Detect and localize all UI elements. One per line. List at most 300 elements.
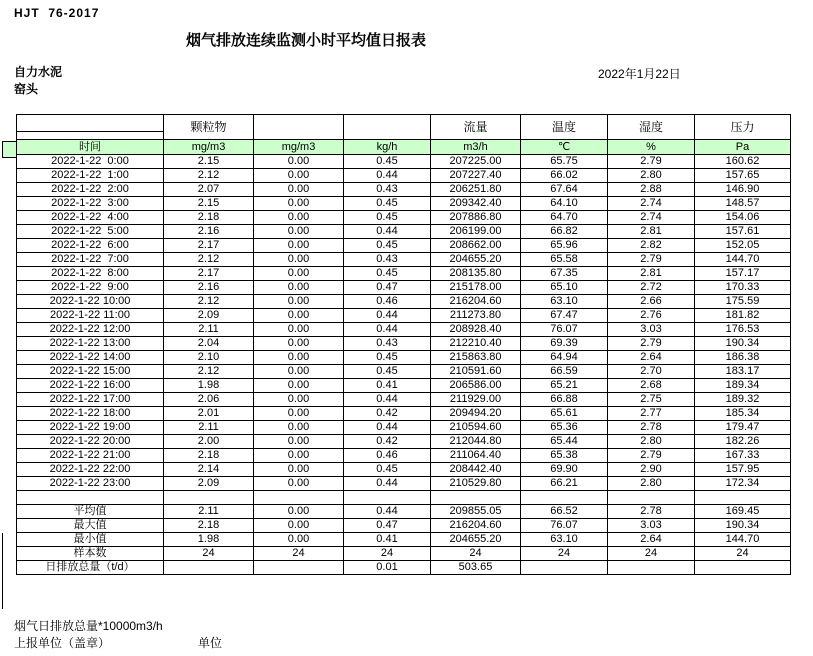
table-cell: [344, 491, 431, 505]
table-cell: 0.43: [344, 253, 431, 267]
table-cell: 0.00: [254, 295, 344, 309]
table-cell: 189.32: [695, 393, 791, 407]
table-cell: 0.44: [344, 323, 431, 337]
table-cell: 24: [608, 547, 695, 561]
table-cell: 0.00: [254, 519, 344, 533]
table-cell: 148.57: [695, 197, 791, 211]
table-cell: 2.11: [164, 505, 254, 519]
table-cell: 2022-1-22 4:00: [17, 211, 164, 225]
table-cell: 65.10: [521, 281, 608, 295]
table-cell: 0.00: [254, 365, 344, 379]
table-cell: 0.45: [344, 197, 431, 211]
table-cell: 0.44: [344, 421, 431, 435]
table-cell: 208928.40: [431, 323, 521, 337]
table-cell: [695, 561, 791, 575]
table-cell: 2022-1-22 15:00: [17, 365, 164, 379]
table-row: [17, 155, 791, 169]
table-cell: 65.38: [521, 449, 608, 463]
report-date: 2022年1月22日: [598, 67, 681, 81]
table-wrap: [16, 114, 791, 575]
table-cell: 2022-1-22 14:00: [17, 351, 164, 365]
table-cell: 157.17: [695, 267, 791, 281]
table-cell: 211929.00: [431, 393, 521, 407]
report-table: [16, 114, 791, 575]
table-cell: 503.65: [431, 561, 521, 575]
table-cell: 2.74: [608, 211, 695, 225]
table-cell: [431, 491, 521, 505]
table-cell: 210591.60: [431, 365, 521, 379]
table-cell: 2.14: [164, 463, 254, 477]
table-cell: 2022-1-22 1:00: [17, 169, 164, 183]
table-cell: 209855.05: [431, 505, 521, 519]
table-cell: 0.43: [344, 183, 431, 197]
table-row: [17, 477, 791, 491]
table-cell: 0.44: [344, 393, 431, 407]
table-cell: 2.09: [164, 477, 254, 491]
unit-header-cell: m3/h: [431, 140, 521, 155]
table-cell: 2.11: [164, 421, 254, 435]
table-cell: 206199.00: [431, 225, 521, 239]
table-cell: 0.42: [344, 435, 431, 449]
table-cell: 152.05: [695, 239, 791, 253]
table-cell: 211064.40: [431, 449, 521, 463]
table-cell: 0.00: [254, 505, 344, 519]
table-cell: 154.06: [695, 211, 791, 225]
table-cell: 0.44: [344, 505, 431, 519]
table-cell: 0.00: [254, 253, 344, 267]
table-cell: 189.34: [695, 379, 791, 393]
table-cell: 67.47: [521, 309, 608, 323]
table-cell: 2.80: [608, 169, 695, 183]
table-cell: 2.90: [608, 463, 695, 477]
table-cell: 2.07: [164, 183, 254, 197]
table-cell: 172.34: [695, 477, 791, 491]
flow-total-note: 烟气日排放总量*10000m3/h: [14, 619, 163, 633]
summary-row: [17, 519, 791, 533]
table-cell: 215178.00: [431, 281, 521, 295]
table-cell: 2.72: [608, 281, 695, 295]
summary-label-cell: 平均值: [17, 505, 164, 519]
unit-label: 单位: [198, 636, 223, 650]
table-cell: 2.06: [164, 393, 254, 407]
unit-row: [17, 140, 791, 155]
table-cell: 0.00: [254, 309, 344, 323]
table-cell: 0.46: [344, 449, 431, 463]
table-row: [17, 379, 791, 393]
column-group-header: 温度: [521, 115, 608, 140]
reporting-unit-label: 上报单位（盖章）: [14, 636, 111, 650]
table-cell: 2.17: [164, 239, 254, 253]
table-cell: 2.12: [164, 365, 254, 379]
table-cell: 2.04: [164, 337, 254, 351]
table-cell: 65.21: [521, 379, 608, 393]
table-cell: 0.41: [344, 533, 431, 547]
table-cell: 2.80: [608, 477, 695, 491]
table-cell: 2.12: [164, 169, 254, 183]
table-cell: 0.45: [344, 239, 431, 253]
table-cell: 169.45: [695, 505, 791, 519]
table-cell: 0.47: [344, 519, 431, 533]
table-cell: 209494.20: [431, 407, 521, 421]
table-cell: 2.74: [608, 197, 695, 211]
table-cell: 190.34: [695, 519, 791, 533]
table-cell: 0.44: [344, 309, 431, 323]
table-cell: 24: [521, 547, 608, 561]
table-cell: 66.02: [521, 169, 608, 183]
table-cell: 208662.00: [431, 239, 521, 253]
table-cell: 175.59: [695, 295, 791, 309]
table-cell: 0.00: [254, 463, 344, 477]
table-cell: 216204.60: [431, 295, 521, 309]
table-cell: 2022-1-22 8:00: [17, 267, 164, 281]
table-row: [17, 393, 791, 407]
column-group-header: [254, 115, 344, 140]
table-cell: 157.65: [695, 169, 791, 183]
doc-code: HJT 76-2017: [14, 6, 100, 20]
summary-label-cell: 样本数: [17, 547, 164, 561]
unit-header-cell: mg/m3: [164, 140, 254, 155]
table-cell: 65.61: [521, 407, 608, 421]
time-header-split-bottom: [17, 132, 164, 140]
table-row: [17, 169, 791, 183]
page-title: 烟气排放连续监测小时平均值日报表: [185, 32, 426, 49]
table-cell: 0.00: [254, 477, 344, 491]
table-cell: 0.00: [254, 533, 344, 547]
table-cell: 2.77: [608, 407, 695, 421]
table-row: [17, 211, 791, 225]
summary-left-border-line: [2, 533, 3, 609]
table-cell: 0.00: [254, 407, 344, 421]
table-cell: 64.94: [521, 351, 608, 365]
table-cell: 2022-1-22 10:00: [17, 295, 164, 309]
table-cell: 2022-1-22 2:00: [17, 183, 164, 197]
table-cell: 2.82: [608, 239, 695, 253]
unit-header-cell: ℃: [521, 140, 608, 155]
table-cell: 2022-1-22 23:00: [17, 477, 164, 491]
table-cell: 0.00: [254, 281, 344, 295]
table-cell: 0.45: [344, 351, 431, 365]
table-cell: 170.33: [695, 281, 791, 295]
table-cell: 67.35: [521, 267, 608, 281]
table-cell: 2022-1-22 9:00: [17, 281, 164, 295]
table-cell: 0.44: [344, 477, 431, 491]
column-group-header: 流量: [431, 115, 521, 140]
table-cell: 69.90: [521, 463, 608, 477]
table-cell: 2.10: [164, 351, 254, 365]
table-cell: [17, 491, 164, 505]
table-cell: 2.17: [164, 267, 254, 281]
table-cell: 167.33: [695, 449, 791, 463]
table-cell: 2022-1-22 11:00: [17, 309, 164, 323]
table-cell: 0.00: [254, 211, 344, 225]
table-row: [17, 435, 791, 449]
table-cell: 63.10: [521, 295, 608, 309]
table-cell: 207886.80: [431, 211, 521, 225]
table-cell: 2.15: [164, 197, 254, 211]
table-cell: 2.88: [608, 183, 695, 197]
table-cell: 24: [254, 547, 344, 561]
table-cell: [254, 561, 344, 575]
table-cell: 157.61: [695, 225, 791, 239]
table-cell: 24: [164, 547, 254, 561]
table-cell: 1.98: [164, 533, 254, 547]
table-cell: 24: [695, 547, 791, 561]
summary-row: [17, 533, 791, 547]
table-cell: 2.64: [608, 533, 695, 547]
table-cell: 2.64: [608, 351, 695, 365]
table-cell: 206586.00: [431, 379, 521, 393]
summary-row: [17, 547, 791, 561]
monitoring-point-name: 窑头: [14, 82, 39, 96]
spacer-row: [17, 491, 791, 505]
table-cell: 66.88: [521, 393, 608, 407]
title-wrap: [0, 29, 612, 50]
table-cell: 0.00: [254, 183, 344, 197]
table-cell: 2.68: [608, 379, 695, 393]
table-cell: 209342.40: [431, 197, 521, 211]
table-cell: 2.79: [608, 449, 695, 463]
table-cell: 182.26: [695, 435, 791, 449]
table-row: [17, 323, 791, 337]
header-row-top: [17, 115, 791, 132]
table-cell: 179.47: [695, 421, 791, 435]
table-cell: 0.00: [254, 155, 344, 169]
table-cell: 65.44: [521, 435, 608, 449]
table-row: [17, 225, 791, 239]
table-cell: 2022-1-22 19:00: [17, 421, 164, 435]
table-cell: 0.44: [344, 169, 431, 183]
table-cell: [521, 561, 608, 575]
table-row: [17, 463, 791, 477]
table-cell: 2.18: [164, 211, 254, 225]
table-cell: 2.16: [164, 281, 254, 295]
table-cell: [254, 491, 344, 505]
table-cell: 2.18: [164, 519, 254, 533]
table-row: [17, 309, 791, 323]
table-cell: 76.07: [521, 323, 608, 337]
table-cell: 190.34: [695, 337, 791, 351]
table-row: [17, 421, 791, 435]
table-cell: 2.15: [164, 155, 254, 169]
table-cell: 1.98: [164, 379, 254, 393]
table-cell: 0.00: [254, 169, 344, 183]
table-cell: 2.01: [164, 407, 254, 421]
table-cell: 0.45: [344, 365, 431, 379]
table-cell: 2022-1-22 5:00: [17, 225, 164, 239]
table-cell: 0.00: [254, 323, 344, 337]
table-cell: 2.80: [608, 435, 695, 449]
table-cell: 183.17: [695, 365, 791, 379]
table-cell: 0.47: [344, 281, 431, 295]
time-row-left-extension: [2, 141, 16, 158]
table-cell: 66.82: [521, 225, 608, 239]
table-cell: 24: [431, 547, 521, 561]
table-cell: 212044.80: [431, 435, 521, 449]
table-cell: 0.00: [254, 421, 344, 435]
table-cell: [695, 491, 791, 505]
table-cell: 2.16: [164, 225, 254, 239]
unit-header-cell: kg/h: [344, 140, 431, 155]
table-cell: 207225.00: [431, 155, 521, 169]
table-cell: 211273.80: [431, 309, 521, 323]
table-cell: 0.00: [254, 337, 344, 351]
table-cell: 0.46: [344, 295, 431, 309]
table-cell: 63.10: [521, 533, 608, 547]
table-cell: 144.70: [695, 533, 791, 547]
table-cell: [164, 561, 254, 575]
summary-row: [17, 561, 791, 575]
table-row: [17, 239, 791, 253]
table-cell: 67.64: [521, 183, 608, 197]
table-cell: 2022-1-22 12:00: [17, 323, 164, 337]
table-cell: 0.45: [344, 211, 431, 225]
table-row: [17, 197, 791, 211]
table-cell: 3.03: [608, 323, 695, 337]
table-cell: [521, 491, 608, 505]
table-cell: 208442.40: [431, 463, 521, 477]
table-row: [17, 351, 791, 365]
table-cell: 2.66: [608, 295, 695, 309]
table-cell: 2.00: [164, 435, 254, 449]
table-cell: 65.75: [521, 155, 608, 169]
table-cell: 2022-1-22 6:00: [17, 239, 164, 253]
table-cell: 2022-1-22 18:00: [17, 407, 164, 421]
table-cell: [608, 491, 695, 505]
table-cell: 2.11: [164, 323, 254, 337]
table-cell: 0.00: [254, 225, 344, 239]
table-cell: 3.03: [608, 519, 695, 533]
table-cell: 0.43: [344, 337, 431, 351]
table-cell: 2.18: [164, 449, 254, 463]
table-cell: 0.45: [344, 463, 431, 477]
table-cell: 66.59: [521, 365, 608, 379]
summary-label-cell: 最小值: [17, 533, 164, 547]
table-cell: 0.00: [254, 435, 344, 449]
table-cell: 215863.80: [431, 351, 521, 365]
table-cell: 207227.40: [431, 169, 521, 183]
table-cell: 2.70: [608, 365, 695, 379]
table-cell: 204655.20: [431, 533, 521, 547]
table-cell: 0.00: [254, 379, 344, 393]
table-cell: 0.00: [254, 267, 344, 281]
table-cell: 65.58: [521, 253, 608, 267]
table-cell: 2022-1-22 21:00: [17, 449, 164, 463]
table-row: [17, 253, 791, 267]
table-cell: 0.00: [254, 197, 344, 211]
table-cell: 66.21: [521, 477, 608, 491]
column-group-header: 压力: [695, 115, 791, 140]
table-cell: 0.42: [344, 407, 431, 421]
table-cell: 65.96: [521, 239, 608, 253]
table-cell: 212210.40: [431, 337, 521, 351]
column-group-header: 颗粒物: [164, 115, 254, 140]
table-cell: 210529.80: [431, 477, 521, 491]
table-cell: 2022-1-22 3:00: [17, 197, 164, 211]
summary-label-cell: 最大值: [17, 519, 164, 533]
table-row: [17, 449, 791, 463]
table-cell: 2.81: [608, 267, 695, 281]
table-cell: 69.39: [521, 337, 608, 351]
table-cell: 0.00: [254, 351, 344, 365]
table-cell: 0.00: [254, 449, 344, 463]
company-name: 自力水泥: [14, 65, 63, 79]
table-cell: 181.82: [695, 309, 791, 323]
table-cell: 0.00: [254, 393, 344, 407]
table-row: [17, 365, 791, 379]
unit-header-cell: 时间: [17, 140, 164, 155]
table-cell: 0.45: [344, 267, 431, 281]
table-cell: 2.78: [608, 421, 695, 435]
table-cell: 2.81: [608, 225, 695, 239]
table-cell: 0.45: [344, 155, 431, 169]
summary-label-cell: 日排放总量（t/d）: [17, 561, 164, 575]
table-cell: 216204.60: [431, 519, 521, 533]
table-cell: 2.76: [608, 309, 695, 323]
table-cell: 206251.80: [431, 183, 521, 197]
table-cell: 66.52: [521, 505, 608, 519]
column-group-header: [344, 115, 431, 140]
table-cell: 2.75: [608, 393, 695, 407]
table-cell: 2.78: [608, 505, 695, 519]
table-cell: 160.62: [695, 155, 791, 169]
table-cell: 210594.60: [431, 421, 521, 435]
time-header-split-top: [17, 115, 164, 132]
table-cell: 76.07: [521, 519, 608, 533]
table-cell: 204655.20: [431, 253, 521, 267]
table-cell: [608, 561, 695, 575]
table-cell: 146.90: [695, 183, 791, 197]
table-cell: 2022-1-22 16:00: [17, 379, 164, 393]
table-cell: 2.79: [608, 337, 695, 351]
table-row: [17, 281, 791, 295]
table-cell: 2.12: [164, 295, 254, 309]
table-cell: 2.79: [608, 253, 695, 267]
table-cell: 0.44: [344, 225, 431, 239]
table-row: [17, 407, 791, 421]
table-cell: 0.01: [344, 561, 431, 575]
unit-header-cell: %: [608, 140, 695, 155]
table-cell: 2022-1-22 22:00: [17, 463, 164, 477]
table-row: [17, 183, 791, 197]
table-cell: 2022-1-22 20:00: [17, 435, 164, 449]
table-row: [17, 337, 791, 351]
table-cell: 186.38: [695, 351, 791, 365]
table-cell: [164, 491, 254, 505]
table-row: [17, 267, 791, 281]
table-cell: 157.95: [695, 463, 791, 477]
unit-header-cell: mg/m3: [254, 140, 344, 155]
unit-header-cell: Pa: [695, 140, 791, 155]
summary-row: [17, 505, 791, 519]
table-cell: 208135.80: [431, 267, 521, 281]
table-cell: 64.10: [521, 197, 608, 211]
table-cell: 0.00: [254, 239, 344, 253]
table-cell: 144.70: [695, 253, 791, 267]
table-cell: 185.34: [695, 407, 791, 421]
table-cell: 24: [344, 547, 431, 561]
table-cell: 2022-1-22 13:00: [17, 337, 164, 351]
table-cell: 2022-1-22 17:00: [17, 393, 164, 407]
table-cell: 2.09: [164, 309, 254, 323]
column-group-header: 湿度: [608, 115, 695, 140]
table-cell: 2.79: [608, 155, 695, 169]
table-row: [17, 295, 791, 309]
table-cell: 65.36: [521, 421, 608, 435]
table-cell: 2.12: [164, 253, 254, 267]
table-cell: 0.41: [344, 379, 431, 393]
table-cell: 176.53: [695, 323, 791, 337]
table-cell: 2022-1-22 0:00: [17, 155, 164, 169]
